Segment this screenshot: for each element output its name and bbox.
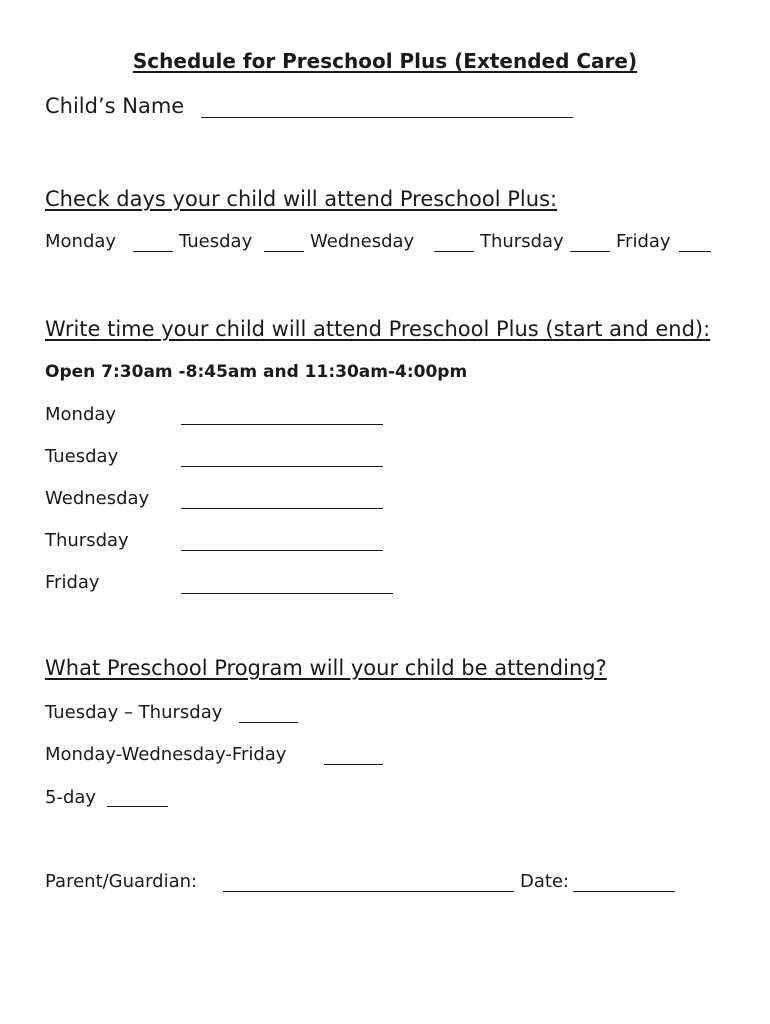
program-tue-thu-field[interactable]: [239, 722, 298, 723]
time-tuesday-field[interactable]: [181, 466, 383, 467]
day-tuesday-check[interactable]: [264, 251, 304, 252]
time-monday-field[interactable]: [181, 424, 383, 425]
hours-note: Open 7:30am -8:45am and 11:30am-4:00pm: [45, 362, 468, 382]
program-option-label: Tuesday – Thursday: [45, 702, 223, 723]
time-thursday-field[interactable]: [181, 550, 383, 551]
day-tuesday-label: Tuesday: [179, 231, 253, 252]
time-monday-label: Monday: [45, 404, 117, 425]
time-wednesday-field[interactable]: [181, 508, 383, 509]
times-section-heading: Write time your child will attend Preschool Plus (start and end):: [45, 317, 711, 341]
childs-name-field[interactable]: [201, 117, 573, 118]
day-monday-label: Monday: [45, 231, 117, 252]
program-section-heading: What Preschool Program will your child be attending?: [45, 656, 607, 680]
program-5day-field[interactable]: [107, 806, 168, 807]
program-option-label: 5-day: [45, 787, 97, 808]
day-friday-check[interactable]: [679, 251, 711, 252]
day-monday-check[interactable]: [133, 251, 173, 252]
date-label: Date:: [520, 871, 570, 892]
day-wednesday-label: Wednesday: [310, 231, 415, 252]
page-title: Schedule for Preschool Plus (Extended Care): [132, 49, 638, 73]
days-section-heading: Check days your child will attend Preschool Plus:: [45, 187, 558, 211]
childs-name-row: [45, 96, 184, 117]
time-tuesday-label: Tuesday: [45, 446, 119, 467]
program-mwf-field[interactable]: [324, 764, 383, 765]
childs-name-label: Child’s Name: [45, 94, 185, 118]
day-wednesday-check[interactable]: [434, 251, 474, 252]
time-thursday-label: Thursday: [45, 530, 129, 551]
day-friday-label: Friday: [616, 231, 671, 252]
date-field[interactable]: [573, 891, 675, 892]
time-friday-field[interactable]: [181, 593, 393, 594]
program-option-label: Monday-Wednesday-Friday: [45, 744, 287, 765]
day-thursday-label: Thursday: [480, 231, 564, 252]
day-thursday-check[interactable]: [570, 251, 610, 252]
parent-guardian-label: Parent/Guardian:: [45, 871, 198, 892]
time-friday-label: Friday: [45, 572, 100, 593]
parent-guardian-field[interactable]: [223, 891, 514, 892]
time-wednesday-label: Wednesday: [45, 488, 150, 509]
